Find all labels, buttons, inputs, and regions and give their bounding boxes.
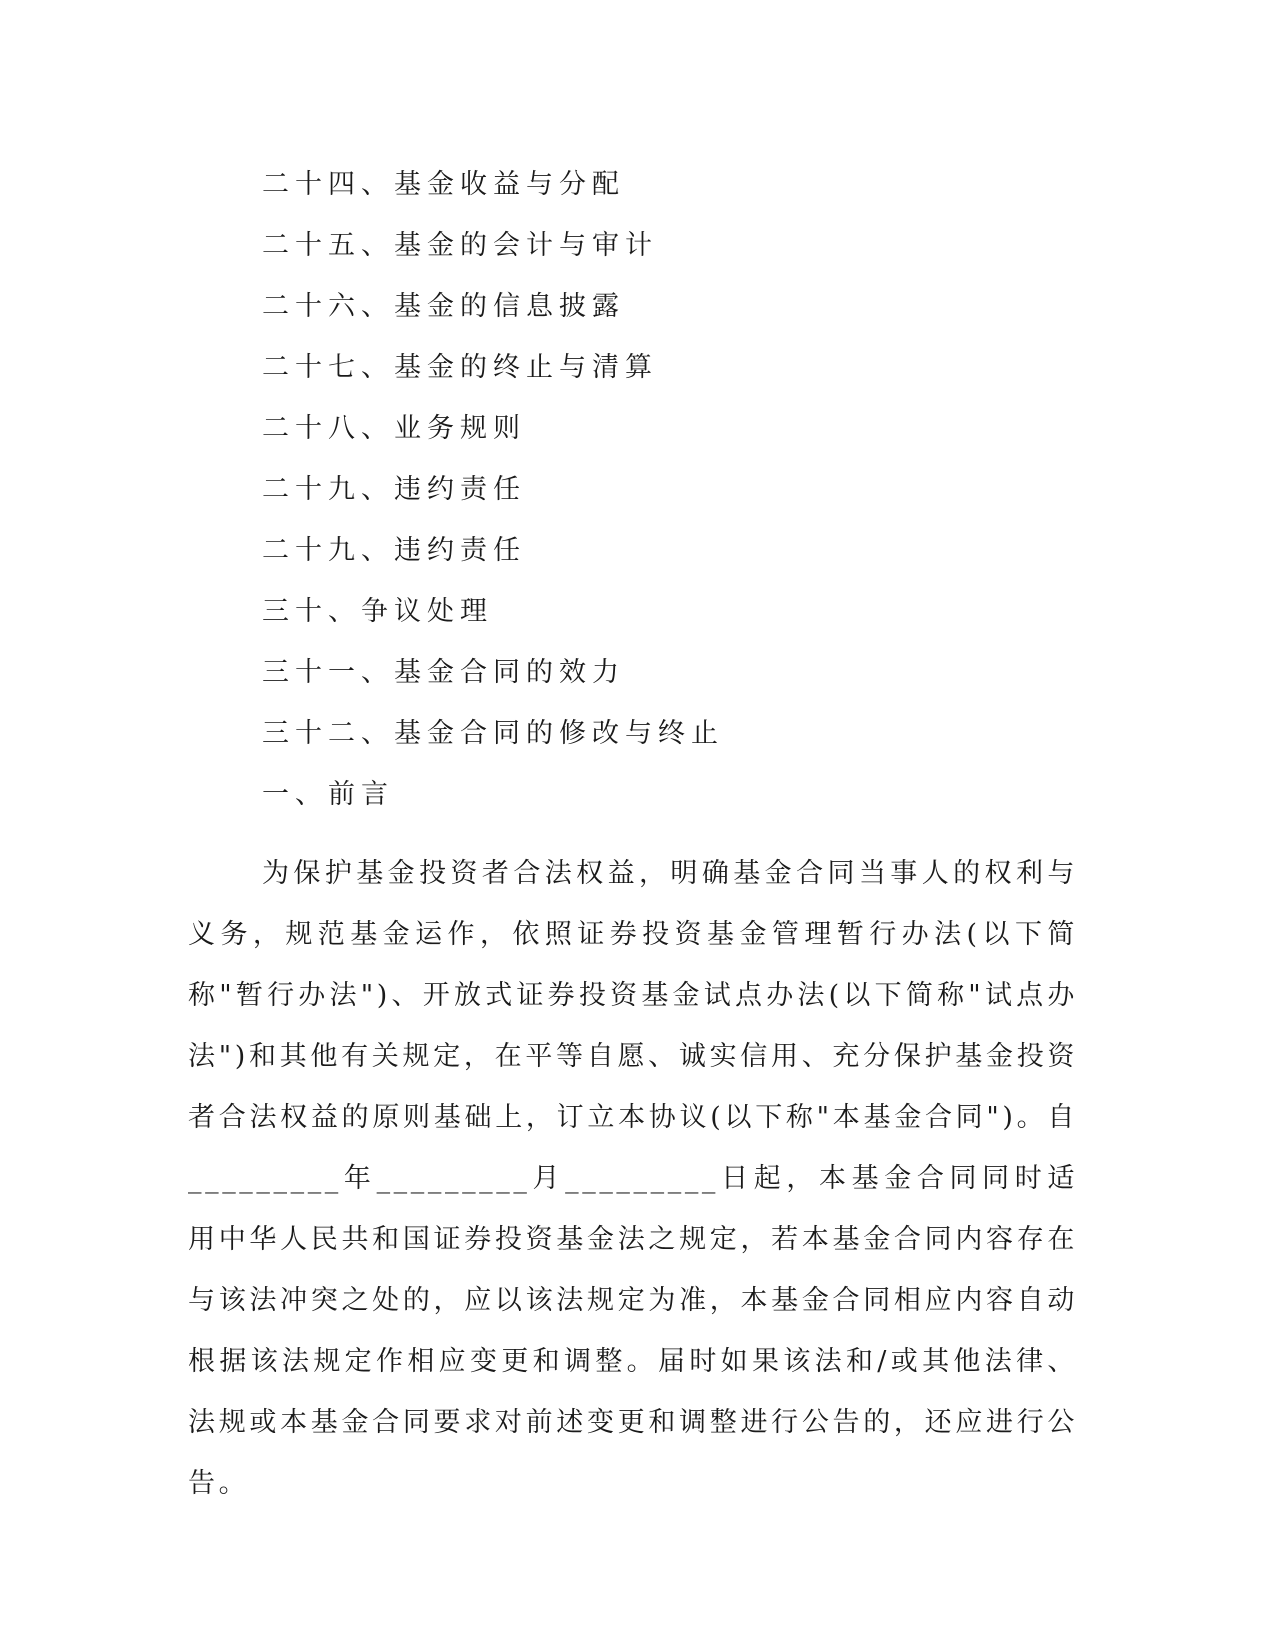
toc-item: 二十五、基金的会计与审计 [262, 230, 658, 261]
toc-item: 三十、争议处理 [262, 596, 493, 627]
toc-item: 二十六、基金的信息披露 [262, 291, 625, 322]
toc-item: 三十一、基金合同的效力 [262, 657, 625, 688]
toc-item: 三十二、基金合同的修改与终止 [262, 718, 724, 749]
toc-item: 二十八、业务规则 [262, 413, 526, 444]
table-of-contents [262, 165, 724, 836]
section-heading-preface: 一、前言 [262, 779, 394, 810]
toc-item: 二十九、违约责任 [262, 474, 526, 505]
toc-item: 二十七、基金的终止与清算 [262, 352, 658, 383]
preface-paragraph: 为保护基金投资者合法权益，明确基金合同当事人的权利与义务，规范基金运作，依照证券投资基金管理暂行办法(以下简称"暂行办法")、开放式证券投资基金试点办法(以下简称"试点办法")和其他有关规定，在平等自愿、诚实信用、充分保护基金投资者合法权益的原则基础上，订立本协议(以下称"本基金合同")。自_________年_________月_________日起，本基金合同同时适用中华人民共和国证券投资基金法之规定，若本基金合同内容存在与该法冲突之处的，应以该法规定为准，本基金合同相应内容自动根据该法规定作相应变更和调整。届时如果该法和/或其他法律、法规或本基金合同要求对前述变更和调整进行公告的，还应进行公告。 [188, 858, 1078, 1499]
toc-item: 二十四、基金收益与分配 [262, 169, 625, 200]
toc-item: 二十九、违约责任 [262, 535, 526, 566]
